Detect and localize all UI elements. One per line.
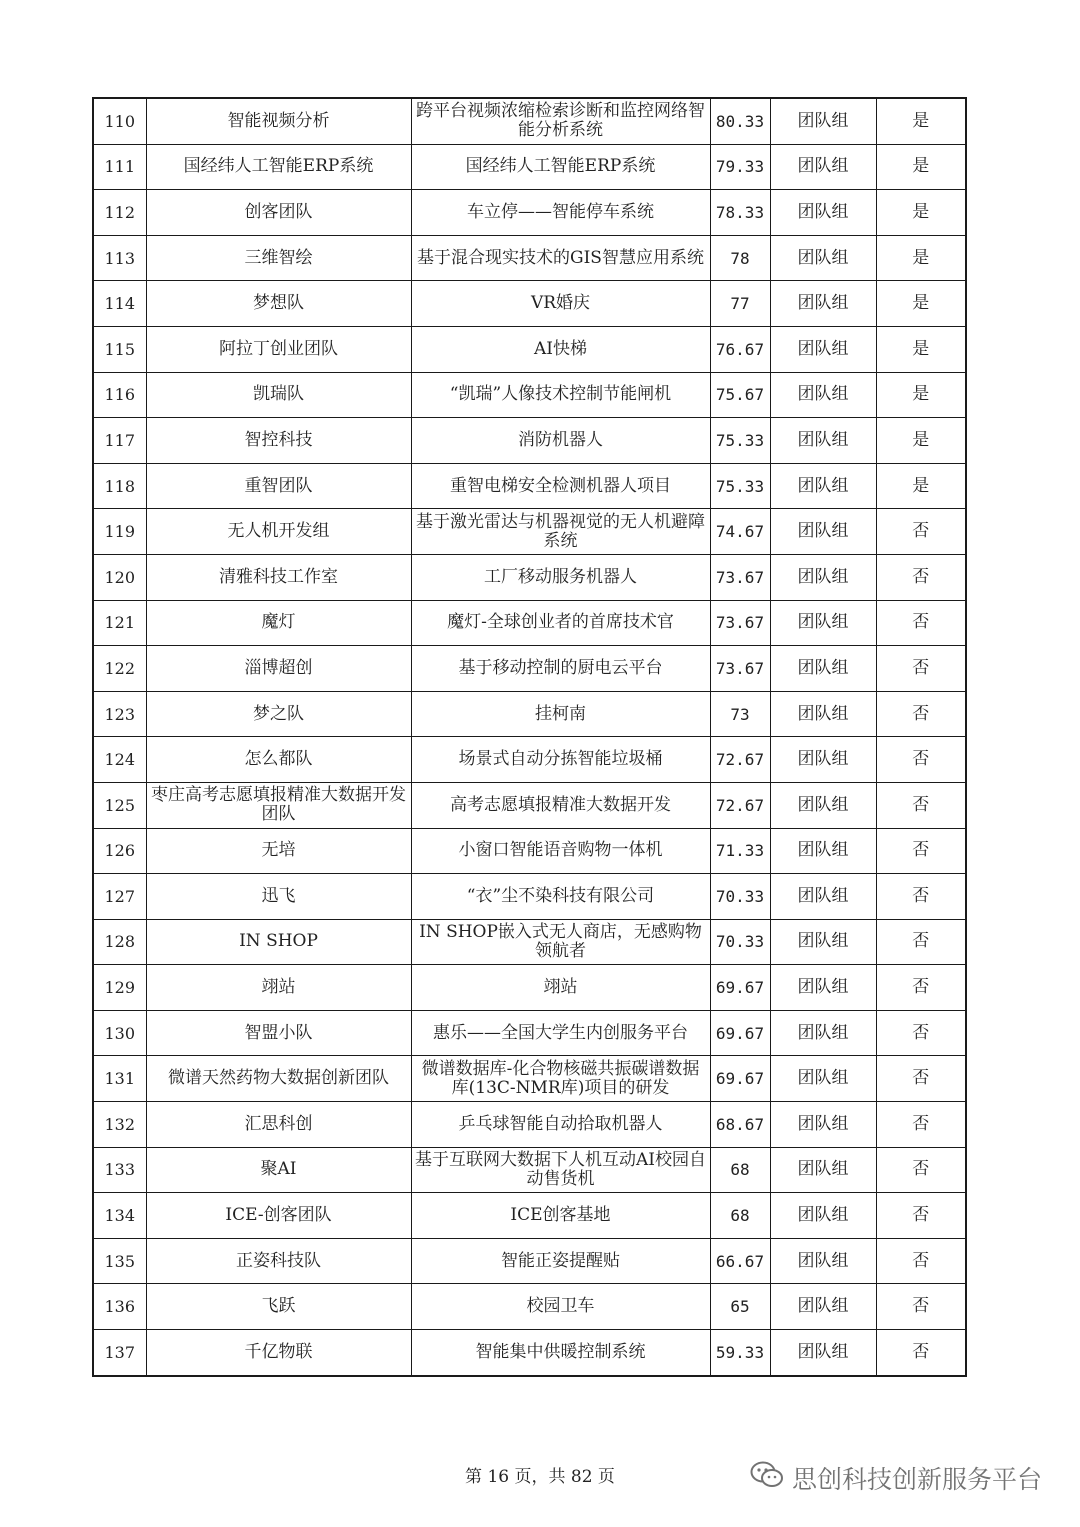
cell-score: 59.33 xyxy=(710,1330,770,1376)
cell-result: 否 xyxy=(876,1193,966,1239)
cell-result: 否 xyxy=(876,919,966,965)
cell-number: 125 xyxy=(93,782,146,828)
cell-group: 团队组 xyxy=(770,190,876,236)
table-row xyxy=(93,1010,966,1056)
cell-group: 团队组 xyxy=(770,326,876,372)
cell-score: 80.33 xyxy=(710,98,770,144)
cell-project-name: 挂柯南 xyxy=(411,691,710,737)
cell-project-name: 跨平台视频浓缩检索诊断和监控网络智能分析系统 xyxy=(411,98,710,144)
cell-project-name: AI快梯 xyxy=(411,326,710,372)
cell-score: 69.67 xyxy=(710,965,770,1011)
cell-project-name: 高考志愿填报精准大数据开发 xyxy=(411,782,710,828)
cell-project-name: “衣”尘不染科技有限公司 xyxy=(411,874,710,920)
cell-score: 70.33 xyxy=(710,874,770,920)
cell-number: 117 xyxy=(93,418,146,464)
cell-score: 76.67 xyxy=(710,326,770,372)
cell-result: 是 xyxy=(876,235,966,281)
cell-result: 否 xyxy=(876,1102,966,1148)
cell-group: 团队组 xyxy=(770,418,876,464)
cell-number: 124 xyxy=(93,737,146,783)
cell-result: 否 xyxy=(876,646,966,692)
cell-group: 团队组 xyxy=(770,1330,876,1376)
cell-team-name: 枣庄高考志愿填报精准大数据开发团队 xyxy=(146,782,411,828)
cell-group: 团队组 xyxy=(770,235,876,281)
table-row xyxy=(93,782,966,828)
cell-project-name: 校园卫车 xyxy=(411,1284,710,1330)
cell-project-name: IN SHOP嵌入式无人商店，无感购物领航者 xyxy=(411,919,710,965)
cell-number: 122 xyxy=(93,646,146,692)
cell-group: 团队组 xyxy=(770,281,876,327)
cell-result: 否 xyxy=(876,1330,966,1376)
table-row xyxy=(93,600,966,646)
cell-result: 否 xyxy=(876,1147,966,1193)
table-row xyxy=(93,554,966,600)
cell-score: 69.67 xyxy=(710,1010,770,1056)
cell-score: 73.67 xyxy=(710,554,770,600)
cell-group: 团队组 xyxy=(770,463,876,509)
results-table xyxy=(92,97,967,1377)
cell-result: 是 xyxy=(876,281,966,327)
cell-project-name: 工厂移动服务机器人 xyxy=(411,554,710,600)
cell-result: 否 xyxy=(876,1056,966,1102)
cell-project-name: 基于混合现实技术的GIS智慧应用系统 xyxy=(411,235,710,281)
cell-number: 126 xyxy=(93,828,146,874)
cell-group: 团队组 xyxy=(770,1284,876,1330)
table-row xyxy=(93,190,966,236)
cell-group: 团队组 xyxy=(770,874,876,920)
table-row xyxy=(93,691,966,737)
table-row xyxy=(93,919,966,965)
cell-score: 75.67 xyxy=(710,372,770,418)
cell-score: 77 xyxy=(710,281,770,327)
cell-project-name: 智能正姿提醒贴 xyxy=(411,1238,710,1284)
cell-number: 128 xyxy=(93,919,146,965)
cell-group: 团队组 xyxy=(770,919,876,965)
cell-project-name: 翊站 xyxy=(411,965,710,1011)
cell-group: 团队组 xyxy=(770,600,876,646)
cell-number: 137 xyxy=(93,1330,146,1376)
cell-number: 115 xyxy=(93,326,146,372)
cell-project-name: 微谱数据库-化合物核磁共振碳谱数据库(13C-NMR库)项目的研发 xyxy=(411,1056,710,1102)
cell-result: 否 xyxy=(876,554,966,600)
table-row xyxy=(93,326,966,372)
cell-result: 否 xyxy=(876,737,966,783)
table-row xyxy=(93,737,966,783)
cell-score: 73 xyxy=(710,691,770,737)
cell-result: 否 xyxy=(876,1284,966,1330)
cell-number: 111 xyxy=(93,144,146,190)
cell-score: 71.33 xyxy=(710,828,770,874)
cell-result: 否 xyxy=(876,874,966,920)
table-row xyxy=(93,1102,966,1148)
cell-number: 129 xyxy=(93,965,146,1011)
cell-result: 否 xyxy=(876,965,966,1011)
cell-score: 78.33 xyxy=(710,190,770,236)
table-row xyxy=(93,1284,966,1330)
cell-group: 团队组 xyxy=(770,965,876,1011)
cell-result: 是 xyxy=(876,418,966,464)
cell-team-name: 聚AI xyxy=(146,1147,411,1193)
table-row xyxy=(93,965,966,1011)
cell-team-name: 创客团队 xyxy=(146,190,411,236)
cell-team-name: 国经纬人工智能ERP系统 xyxy=(146,144,411,190)
cell-team-name: IN SHOP xyxy=(146,919,411,965)
cell-project-name: 消防机器人 xyxy=(411,418,710,464)
watermark-text: 思创科技创新服务平台 xyxy=(791,1465,1042,1494)
cell-score: 68.67 xyxy=(710,1102,770,1148)
cell-project-name: “凯瑞”人像技术控制节能闸机 xyxy=(411,372,710,418)
cell-project-name: 乒乓球智能自动拾取机器人 xyxy=(411,1102,710,1148)
table-row xyxy=(93,1193,966,1239)
cell-group: 团队组 xyxy=(770,691,876,737)
cell-project-name: 基于移动控制的厨电云平台 xyxy=(411,646,710,692)
table-row xyxy=(93,646,966,692)
cell-project-name: 智能集中供暖控制系统 xyxy=(411,1330,710,1376)
cell-team-name: 微谱天然药物大数据创新团队 xyxy=(146,1056,411,1102)
cell-score: 70.33 xyxy=(710,919,770,965)
table-row xyxy=(93,98,966,144)
cell-group: 团队组 xyxy=(770,144,876,190)
table-row xyxy=(93,1056,966,1102)
cell-result: 否 xyxy=(876,691,966,737)
cell-group: 团队组 xyxy=(770,1102,876,1148)
wechat-icon xyxy=(750,1461,784,1495)
cell-number: 121 xyxy=(93,600,146,646)
cell-project-name: 重智电梯安全检测机器人项目 xyxy=(411,463,710,509)
cell-result: 是 xyxy=(876,372,966,418)
cell-score: 75.33 xyxy=(710,463,770,509)
cell-group: 团队组 xyxy=(770,1193,876,1239)
cell-number: 132 xyxy=(93,1102,146,1148)
cell-project-name: 惠乐——全国大学生内创服务平台 xyxy=(411,1010,710,1056)
cell-team-name: 三维智绘 xyxy=(146,235,411,281)
cell-number: 134 xyxy=(93,1193,146,1239)
cell-result: 是 xyxy=(876,144,966,190)
cell-group: 团队组 xyxy=(770,372,876,418)
cell-project-name: 魔灯-全球创业者的首席技术官 xyxy=(411,600,710,646)
cell-team-name: 重智团队 xyxy=(146,463,411,509)
table-row xyxy=(93,1330,966,1376)
cell-project-name: 车立停——智能停车系统 xyxy=(411,190,710,236)
cell-project-name: 场景式自动分拣智能垃圾桶 xyxy=(411,737,710,783)
cell-group: 团队组 xyxy=(770,782,876,828)
table-row xyxy=(93,144,966,190)
cell-group: 团队组 xyxy=(770,737,876,783)
cell-score: 72.67 xyxy=(710,782,770,828)
cell-number: 131 xyxy=(93,1056,146,1102)
cell-team-name: 清雅科技工作室 xyxy=(146,554,411,600)
cell-project-name: 基于互联网大数据下人机互动AI校园自动售货机 xyxy=(411,1147,710,1193)
table-row xyxy=(93,235,966,281)
cell-team-name: 阿拉丁创业团队 xyxy=(146,326,411,372)
cell-number: 112 xyxy=(93,190,146,236)
table-row xyxy=(93,828,966,874)
cell-group: 团队组 xyxy=(770,509,876,555)
cell-score: 68 xyxy=(710,1147,770,1193)
watermark xyxy=(750,1460,1042,1496)
cell-number: 120 xyxy=(93,554,146,600)
cell-team-name: 智能视频分析 xyxy=(146,98,411,144)
cell-score: 72.67 xyxy=(710,737,770,783)
page-number: 第 16 页，共 82 页 xyxy=(465,1467,615,1487)
cell-group: 团队组 xyxy=(770,1147,876,1193)
cell-number: 136 xyxy=(93,1284,146,1330)
cell-score: 74.67 xyxy=(710,509,770,555)
cell-score: 66.67 xyxy=(710,1238,770,1284)
cell-project-name: ICE创客基地 xyxy=(411,1193,710,1239)
cell-team-name: 魔灯 xyxy=(146,600,411,646)
cell-project-name: 国经纬人工智能ERP系统 xyxy=(411,144,710,190)
cell-team-name: 梦之队 xyxy=(146,691,411,737)
table-row xyxy=(93,1238,966,1284)
cell-result: 是 xyxy=(876,190,966,236)
cell-result: 否 xyxy=(876,509,966,555)
cell-team-name: 正姿科技队 xyxy=(146,1238,411,1284)
cell-score: 69.67 xyxy=(710,1056,770,1102)
cell-result: 是 xyxy=(876,326,966,372)
cell-group: 团队组 xyxy=(770,1010,876,1056)
cell-team-name: ICE-创客团队 xyxy=(146,1193,411,1239)
cell-team-name: 智控科技 xyxy=(146,418,411,464)
table-row xyxy=(93,281,966,327)
cell-team-name: 千亿物联 xyxy=(146,1330,411,1376)
table-body xyxy=(93,98,966,1376)
cell-group: 团队组 xyxy=(770,828,876,874)
table-row xyxy=(93,418,966,464)
cell-team-name: 怎么都队 xyxy=(146,737,411,783)
cell-number: 116 xyxy=(93,372,146,418)
cell-score: 65 xyxy=(710,1284,770,1330)
cell-score: 78 xyxy=(710,235,770,281)
cell-number: 135 xyxy=(93,1238,146,1284)
cell-team-name: 淄博超创 xyxy=(146,646,411,692)
cell-project-name: VR婚庆 xyxy=(411,281,710,327)
cell-score: 79.33 xyxy=(710,144,770,190)
cell-number: 130 xyxy=(93,1010,146,1056)
cell-number: 110 xyxy=(93,98,146,144)
cell-team-name: 无人机开发组 xyxy=(146,509,411,555)
cell-number: 118 xyxy=(93,463,146,509)
cell-group: 团队组 xyxy=(770,554,876,600)
cell-team-name: 梦想队 xyxy=(146,281,411,327)
cell-team-name: 翊站 xyxy=(146,965,411,1011)
cell-result: 否 xyxy=(876,600,966,646)
cell-project-name: 小窗口智能语音购物一体机 xyxy=(411,828,710,874)
cell-result: 否 xyxy=(876,828,966,874)
cell-result: 否 xyxy=(876,1010,966,1056)
cell-number: 113 xyxy=(93,235,146,281)
cell-number: 119 xyxy=(93,509,146,555)
cell-score: 73.67 xyxy=(710,600,770,646)
cell-score: 68 xyxy=(710,1193,770,1239)
table-row xyxy=(93,372,966,418)
cell-score: 73.67 xyxy=(710,646,770,692)
cell-number: 133 xyxy=(93,1147,146,1193)
cell-group: 团队组 xyxy=(770,646,876,692)
cell-result: 否 xyxy=(876,782,966,828)
cell-team-name: 飞跃 xyxy=(146,1284,411,1330)
cell-team-name: 凯瑞队 xyxy=(146,372,411,418)
table-row xyxy=(93,509,966,555)
cell-score: 75.33 xyxy=(710,418,770,464)
cell-number: 123 xyxy=(93,691,146,737)
cell-team-name: 汇思科创 xyxy=(146,1102,411,1148)
cell-team-name: 智盟小队 xyxy=(146,1010,411,1056)
cell-result: 是 xyxy=(876,98,966,144)
cell-number: 114 xyxy=(93,281,146,327)
table-row xyxy=(93,463,966,509)
cell-result: 否 xyxy=(876,1238,966,1284)
table-row xyxy=(93,874,966,920)
cell-group: 团队组 xyxy=(770,1056,876,1102)
cell-number: 127 xyxy=(93,874,146,920)
cell-group: 团队组 xyxy=(770,1238,876,1284)
cell-result: 是 xyxy=(876,463,966,509)
cell-group: 团队组 xyxy=(770,98,876,144)
cell-team-name: 无培 xyxy=(146,828,411,874)
cell-team-name: 迅飞 xyxy=(146,874,411,920)
cell-project-name: 基于激光雷达与机器视觉的无人机避障系统 xyxy=(411,509,710,555)
table-row xyxy=(93,1147,966,1193)
